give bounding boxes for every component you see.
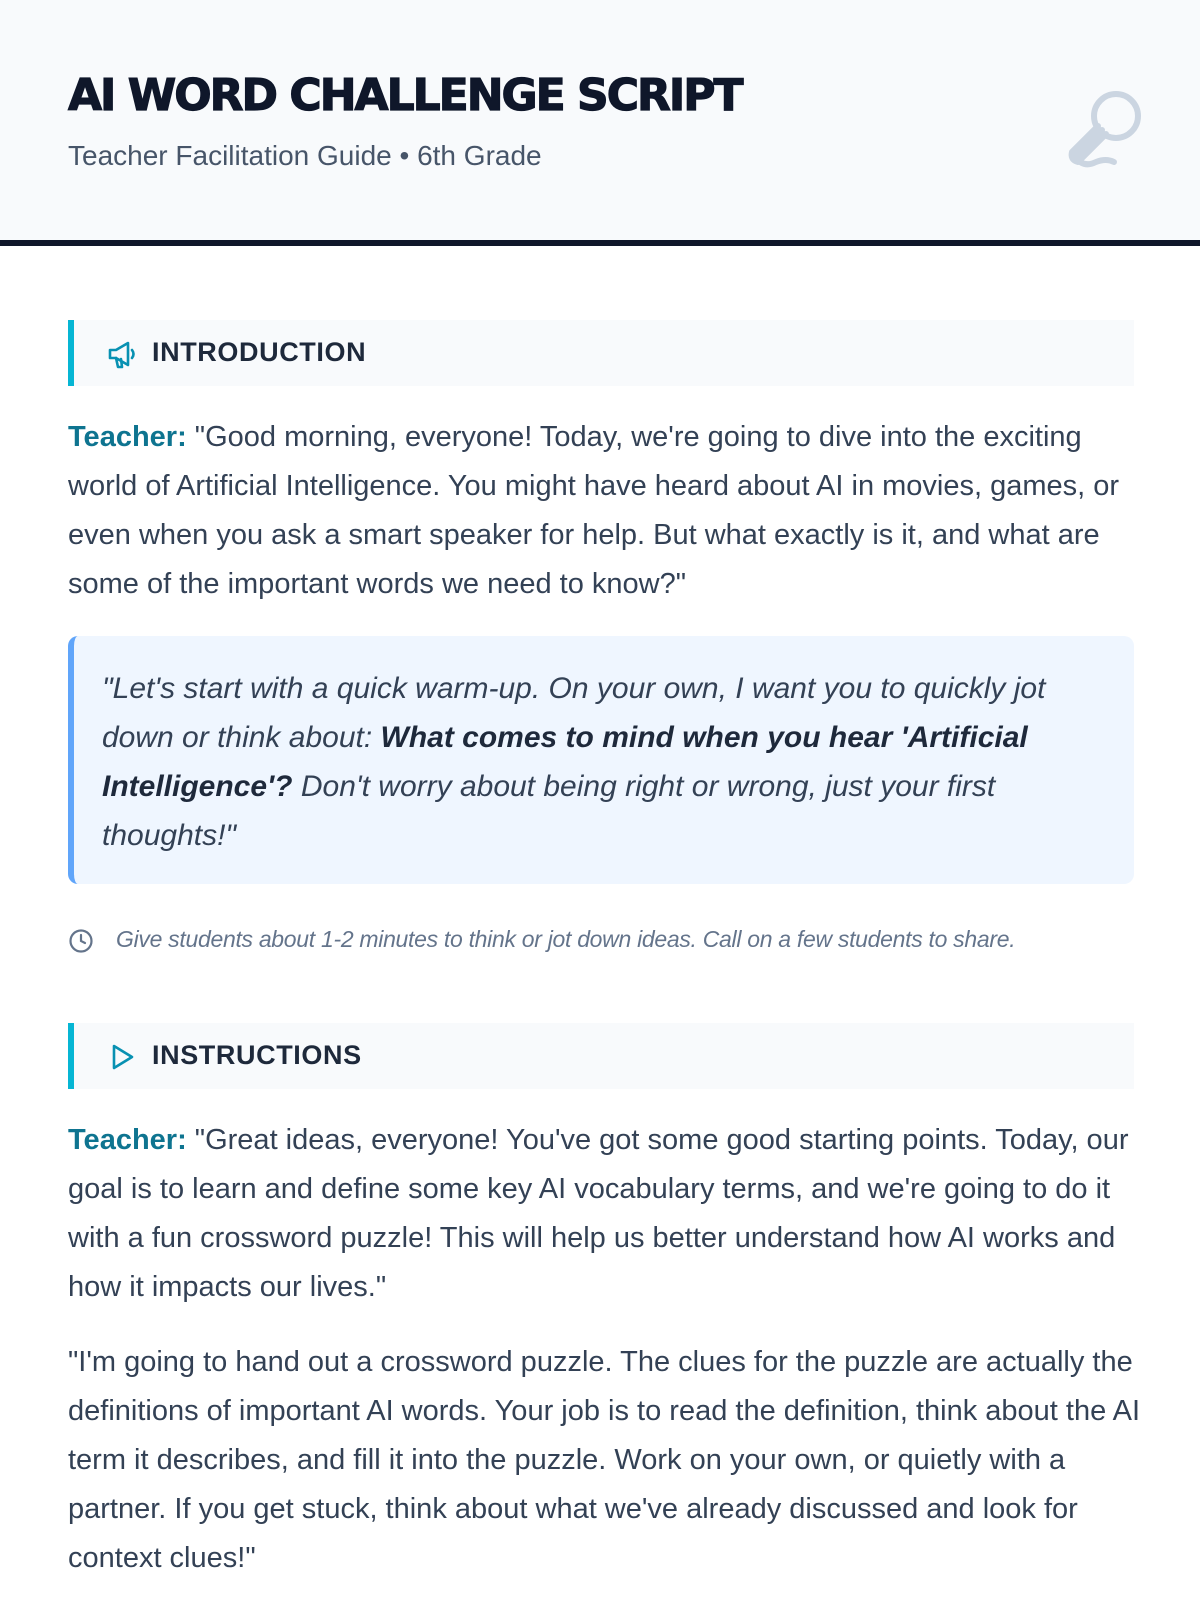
document-header [0,0,1200,246]
document-subtitle: Teacher Facilitation Guide • 6th Grade [68,140,542,171]
quote-question: What comes to mind when you hear 'Artificial Intelligence'? [102,721,1028,803]
document-title: AI WORD CHALLENGE SCRIPT [68,70,742,121]
note-text: Give students about 1-2 minutes to think or jot down ideas. Call on a few students to share. [116,926,1016,952]
speaker-label: Teacher: [68,421,187,453]
section-title: INSTRUCTIONS [152,1040,362,1070]
teacher-paragraph [68,1116,1148,1312]
section-header-introduction [68,320,1134,386]
warm-up-quote [68,636,1134,884]
microphone-icon [1062,82,1152,172]
speaker-label: Teacher: [68,1124,187,1156]
quote-text-end: Don't worry about being right or wrong, just your first thoughts!" [102,770,996,852]
play-icon [106,1041,138,1073]
facilitation-note [68,924,1168,958]
clock-icon [68,928,94,954]
teacher-paragraph [68,413,1148,609]
section-title: INTRODUCTION [152,337,367,367]
paragraph-text: "Good morning, everyone! Today, we're going to dive into the exciting world of Artificial Intelligence. You might have heard about AI in movies, games, or even when you ask a smart speaker for help. But what exactly is it, and what are some of the important words we need to know?" [68,421,1120,600]
megaphone-icon [106,338,138,370]
quote-text-start: "Let's start with a quick warm-up. On your own, I want you to quickly jot down or think about: [102,672,1046,754]
paragraph-text: "Great ideas, everyone! You've got some good starting points. Today, our goal is to learn and define some key AI vocabulary terms, and we're going to do it with a fun crossword puzzle! This will help us better understand how AI works and how it impacts our lives." [68,1124,1129,1303]
section-header-instructions [68,1023,1134,1089]
instructions-paragraph: "I'm going to hand out a crossword puzzle. The clues for the puzzle are actually the definitions of important AI words. Your job is to read the definition, think about the AI term it describes, and fill it into the puzzle. Work on your own, or quietly with a partner. If you get stuck, think about what we've already discussed and look for context clues!" [68,1346,1141,1574]
